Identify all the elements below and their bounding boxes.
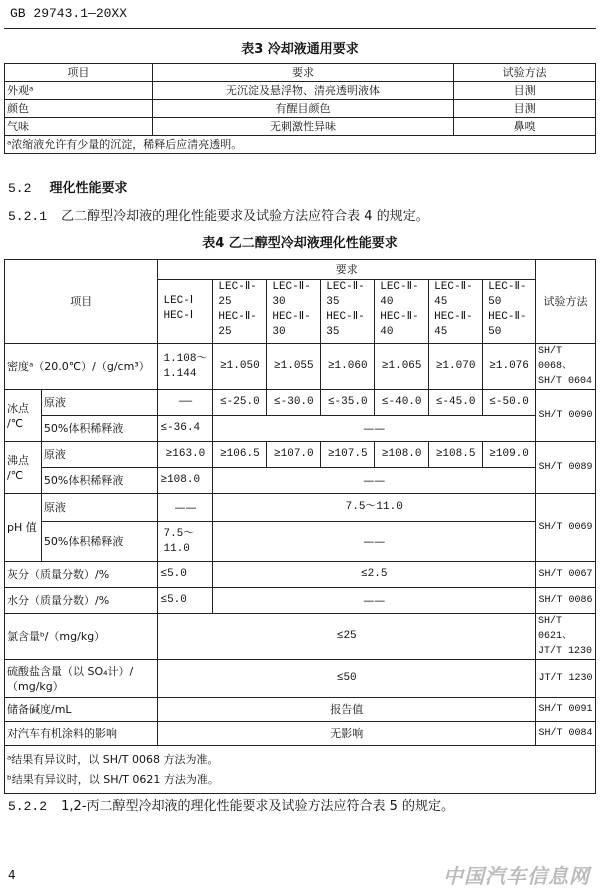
freezing-value: ≤-45.0 (429, 390, 483, 416)
ash-label: 灰分（质量分数）/% (5, 562, 158, 588)
grade-text: 45 (434, 326, 448, 338)
table3-col-method: 试验方法 (454, 64, 596, 82)
footnote-a: ᵃ结果有异议时，以 SH/T 0068 方法为准。 (7, 752, 219, 766)
paragraph-text: 乙二醇型冷却液的理化性能要求及试验方法应符合表 4 的规定。 (61, 209, 429, 224)
section-title: 理化性能要求 (49, 181, 128, 196)
boiling-value: —— (213, 468, 536, 494)
grade-text: LEC-Ⅱ- (326, 281, 365, 293)
density-value: ≥1.065 (375, 344, 429, 390)
grade-text: LEC-Ⅱ- (218, 281, 257, 293)
paint-method: SH/T 0084 (536, 722, 596, 746)
freezing-method: SH/T 0090 (536, 390, 596, 442)
grade-text: HEC-Ⅱ- (380, 311, 419, 323)
paint-label: 对汽车有机涂料的影响 (5, 722, 158, 746)
label-text: 冰点 (7, 401, 29, 415)
table3-cell: 鼻嗅 (454, 118, 596, 136)
table-row (5, 588, 596, 614)
label-text: /℃ (7, 468, 24, 482)
ash-value: ≤2.5 (213, 562, 536, 588)
grade-cell (483, 280, 536, 344)
reserve-method: SH/T 0091 (536, 698, 596, 722)
table3-cell: 目测 (454, 100, 596, 118)
boiling-value: ≥107.0 (267, 442, 321, 468)
freezing-value: ≤-40.0 (375, 390, 429, 416)
table3-cell: 外观ᵃ (5, 82, 153, 100)
table-row (5, 562, 596, 588)
table-row (5, 522, 596, 562)
table3-col-item: 项目 (5, 64, 153, 82)
ph-value: 7.5～ (163, 527, 195, 540)
table4-footnote-row (5, 746, 596, 794)
grade-text: HEC-Ⅱ- (326, 311, 365, 323)
document-code: GB 29743.1—20XX (10, 6, 128, 21)
grade-text: 35 (326, 296, 340, 308)
table4-header-row (5, 260, 596, 280)
density-value: ≥1.060 (321, 344, 375, 390)
table3-footnote-row (5, 136, 596, 154)
label-text: 沸点 (7, 453, 29, 467)
water-label: 水分（质量分数）/% (5, 588, 158, 614)
boiling-value: ≥108.0 (375, 442, 429, 468)
boiling-value: ≥108.5 (429, 442, 483, 468)
grade-text: 45 (434, 296, 448, 308)
table-row (5, 82, 596, 100)
table3-cell: 有醒目颜色 (152, 100, 453, 118)
table4-title: 表4 乙二醇型冷却液理化性能要求 (202, 236, 398, 251)
grade-cell (213, 280, 267, 344)
grade-text: 40 (380, 296, 394, 308)
grade-text: HEC-Ⅱ- (488, 311, 527, 323)
boiling-value: ≥163.0 (158, 442, 213, 468)
watermark: 中国汽车信息网 (443, 864, 590, 888)
table-row (5, 390, 596, 416)
sulfate-method: JT/T 1230 (536, 660, 596, 698)
grade-cell (321, 280, 375, 344)
grade-text: LEC-Ⅱ- (380, 281, 419, 293)
paragraph-5-2-2 (8, 795, 454, 814)
method-text: SH/T 0604 (538, 376, 593, 387)
freezing-value: ≤-36.4 (158, 416, 213, 442)
table-row (5, 118, 596, 136)
sulfate-value: ≤50 (158, 660, 536, 698)
freezing-value: ≤-30.0 (267, 390, 321, 416)
chloride-value: ≤25 (158, 614, 536, 660)
grade-text: HEC-Ⅱ- (218, 311, 257, 323)
ph-value: 7.5～11.0 (213, 494, 536, 522)
table3-cell: 气味 (5, 118, 153, 136)
table4 (4, 259, 596, 794)
boiling-value: ≥108.0 (158, 468, 213, 494)
label-text: 硫酸盐含量（以 SO₄计）/ (7, 664, 134, 678)
boiling-sub-label: 50%体积稀释液 (41, 468, 158, 494)
ph-sub-label: 原液 (41, 494, 158, 522)
chloride-method (536, 614, 596, 660)
density-value: ≥1.076 (483, 344, 536, 390)
freezing-sub-label: 50%体积稀释液 (41, 416, 158, 442)
grade-text: LEC-Ⅰ (163, 295, 194, 307)
sulfate-label (5, 660, 158, 698)
density-cell (158, 344, 213, 390)
ph-cell (158, 522, 213, 562)
section-heading (8, 177, 128, 196)
water-value: —— (213, 588, 536, 614)
section-number: 5.2 (8, 181, 32, 196)
table-row (5, 344, 596, 390)
freezing-value: —— (158, 390, 213, 416)
footnote-b: ᵇ结果有异议时，以 SH/T 0621 方法为准。 (7, 772, 219, 786)
table-row (5, 722, 596, 746)
grade-text: 25 (218, 326, 232, 338)
paint-value: 无影响 (158, 722, 536, 746)
freezing-label (5, 390, 42, 442)
density-value: ≥1.070 (429, 344, 483, 390)
density-value: ≥1.055 (267, 344, 321, 390)
reserve-label: 储备碱度/mL (5, 698, 158, 722)
ph-sub-label: 50%体积稀释液 (41, 522, 158, 562)
header-rule (4, 28, 596, 29)
density-value: 1.144 (163, 367, 197, 380)
table-row (5, 468, 596, 494)
paragraph-5-2-1 (8, 205, 429, 224)
table3-col-req: 要求 (152, 64, 453, 82)
grade-text: 25 (218, 296, 232, 308)
density-method (536, 344, 596, 390)
table3-cell: 无沉淀及悬浮物、清亮透明液体 (152, 82, 453, 100)
boiling-method: SH/T 0089 (536, 442, 596, 494)
grade-cell (429, 280, 483, 344)
table-row (5, 416, 596, 442)
table3-cell: 颜色 (5, 100, 153, 118)
grade-text: 30 (272, 326, 286, 338)
table3-title: 表3 冷却液通用要求 (241, 42, 359, 57)
grade-text: HEC-Ⅱ- (434, 311, 473, 323)
ph-value: —— (213, 522, 536, 562)
grade-text: HEC-Ⅱ- (272, 311, 311, 323)
boiling-value: ≥107.5 (321, 442, 375, 468)
method-text: JT/T 1230 (538, 646, 593, 657)
table3-header-row (5, 64, 596, 82)
table-row (5, 614, 596, 660)
freezing-value: —— (213, 416, 536, 442)
table3-footnote: ᵃ浓缩液允许有少量的沉淀，稀释后应清亮透明。 (5, 136, 596, 154)
freezing-value: ≤-35.0 (321, 390, 375, 416)
ph-method: SH/T 0069 (536, 494, 596, 562)
grade-text: 35 (326, 326, 340, 338)
table-row (5, 100, 596, 118)
table4-col-item: 项目 (5, 260, 158, 344)
boiling-value: ≥109.0 (483, 442, 536, 468)
grade-text: LEC-Ⅱ- (434, 281, 473, 293)
table4-col-req: 要求 (158, 260, 536, 280)
grade-cell (375, 280, 429, 344)
boiling-label (5, 442, 42, 494)
ash-method: SH/T 0067 (536, 562, 596, 588)
freezing-value: ≤-25.0 (213, 390, 267, 416)
page-number: 4 (8, 868, 16, 882)
grade-text: LEC-Ⅱ- (272, 281, 311, 293)
paragraph-text: 1,2-丙二醇型冷却液的理化性能要求及试验方法应符合表 5 的规定。 (61, 799, 455, 814)
water-value: ≤5.0 (158, 588, 213, 614)
method-text: SH/T 0068、 (538, 346, 573, 372)
grade-cell (158, 280, 213, 344)
table-row (5, 494, 596, 522)
ph-value: 11.0 (163, 542, 190, 555)
table-row (5, 698, 596, 722)
label-text: /℃ (7, 416, 24, 430)
grade-text: LEC-Ⅱ- (488, 281, 527, 293)
table-row (5, 442, 596, 468)
grade-text: 50 (488, 326, 502, 338)
freezing-value: ≤-50.0 (483, 390, 536, 416)
density-label: 密度ᵃ（20.0℃）/（g/cm³） (5, 344, 158, 390)
ph-value: —— (158, 494, 213, 522)
boiling-value: ≥106.5 (213, 442, 267, 468)
grade-text: 30 (272, 296, 286, 308)
boiling-sub-label: 原液 (41, 442, 158, 468)
water-method: SH/T 0086 (536, 588, 596, 614)
density-value: 1.108～ (163, 352, 208, 365)
paragraph-number: 5.2.1 (8, 209, 48, 224)
grade-text: 50 (488, 296, 502, 308)
chloride-label: 氯含量ᵇ/（mg/kg） (5, 614, 158, 660)
grade-text: HEC-Ⅰ (163, 310, 194, 322)
table4-col-method: 试验方法 (536, 260, 596, 344)
grade-cell (267, 280, 321, 344)
ph-label: pH 值 (5, 494, 42, 562)
grade-text: 40 (380, 326, 394, 338)
reserve-value: 报告值 (158, 698, 536, 722)
table3 (4, 63, 596, 154)
table3-cell: 无刺激性异味 (152, 118, 453, 136)
freezing-sub-label: 原液 (41, 390, 158, 416)
table3-cell: 目测 (454, 82, 596, 100)
ash-value: ≤5.0 (158, 562, 213, 588)
paragraph-number: 5.2.2 (8, 799, 48, 814)
method-text: SH/T 0621、 (538, 616, 573, 642)
density-value: ≥1.050 (213, 344, 267, 390)
label-text: （mg/kg） (7, 679, 64, 693)
table-row (5, 660, 596, 698)
table4-footnotes (5, 746, 596, 794)
